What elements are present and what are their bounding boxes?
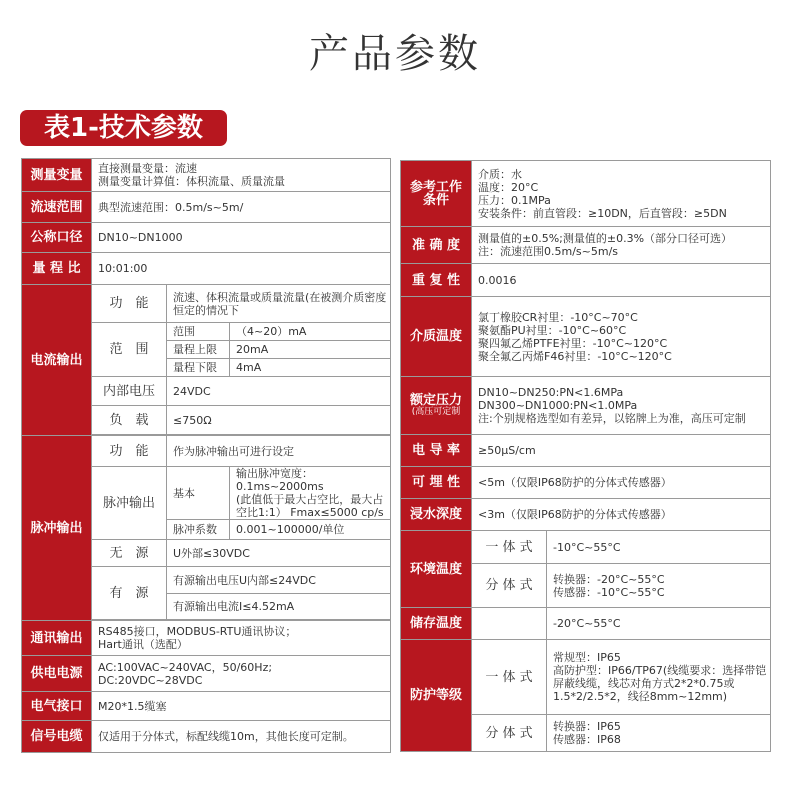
cell-value: 测量值的±0.5%;测量值的±0.3%（部分口径可选） 注：流速范围0.5m/s~5m/s: [472, 227, 771, 264]
row-label: 储存温度: [401, 608, 472, 640]
cell-value: RS485接口，MODBUS-RTU通讯协议； Hart通讯（选配）: [92, 621, 391, 656]
sub-label: 功 能: [92, 436, 167, 467]
table-row: [401, 297, 771, 377]
row-label: 额定压力 (高压可定制: [401, 377, 472, 435]
sub-label: 范 围: [92, 323, 167, 377]
table-row: [22, 436, 391, 467]
sub-label: 一 体 式: [472, 640, 547, 715]
cell-value: 转换器：IP65 传感器：IP68: [547, 715, 771, 752]
row-label: 电流输出: [22, 285, 92, 436]
table-row: [401, 608, 771, 640]
cell-value: 有源输出电压U内部≤24VDC: [167, 567, 391, 594]
table-row: [22, 223, 391, 253]
table-title-badge: 表1-技术参数: [20, 110, 227, 146]
row-label: 信号电缆: [22, 721, 92, 753]
cell-value: 输出脉冲宽度：0.1ms~2000ms (此值低于最大占空比，最大占空比1:1） Fmax≤5000 cp/s: [230, 467, 391, 520]
row-label: 介质温度: [401, 297, 472, 377]
cell-spacer: [472, 608, 547, 640]
cell-value: -20°C~55°C: [547, 608, 771, 640]
cell-value: AC:100VAC~240VAC，50/60Hz; DC:20VDC~28VDC: [92, 656, 391, 692]
sub-label: 无 源: [92, 540, 167, 567]
row-label: 公称口径: [22, 223, 92, 253]
table-row: [401, 467, 771, 499]
table-row: [401, 640, 771, 715]
right-spec-table: [400, 160, 771, 752]
cell-value: 氯丁橡胶CR衬里：-10°C~70°C 聚氨酯PU衬里：-10°C~60°C 聚四氟乙烯PTFE衬里：-10°C~120°C 聚全氟乙丙烯F46衬里：-10°C~120°C: [472, 297, 771, 377]
cell-value: DN10~DN250:PN<1.6MPa DN300~DN1000:PN<1.0MPa 注:个别规格选型如有差异，以铭牌上为准，高压可定制: [472, 377, 771, 435]
table-row: [22, 192, 391, 223]
cell-value: 作为脉冲输出可进行设定: [167, 436, 391, 467]
cell-key: 基本: [167, 467, 230, 520]
row-label: 量 程 比: [22, 253, 92, 285]
table-row: [401, 531, 771, 564]
row-label: 参考工作 条件: [401, 161, 472, 227]
cell-value: M20*1.5缆塞: [92, 692, 391, 721]
row-label: 测量变量: [22, 159, 92, 192]
row-label: 重 复 性: [401, 264, 472, 297]
cell-value: ≥50μS/cm: [472, 435, 771, 467]
cell-value: 直接测量变量：流速 测量变量计算值：体积流量、质量流量: [92, 159, 391, 192]
cell-value: 0.001~100000/单位: [230, 520, 391, 540]
table-row: [401, 264, 771, 297]
cell-value: 4mA: [230, 359, 391, 377]
cell-value: 10:01:00: [92, 253, 391, 285]
row-label: 流速范围: [22, 192, 92, 223]
cell-value: 仅适用于分体式，标配线缆10m，其他长度可定制。: [92, 721, 391, 753]
cell-key: 脉冲系数: [167, 520, 230, 540]
row-label: 通讯输出: [22, 621, 92, 656]
cell-value: 流速、体积流量或质量流量(在被测介质密度恒定的情况下: [167, 285, 391, 323]
table-row: [401, 227, 771, 264]
row-label: 脉冲输出: [22, 436, 92, 621]
cell-key: 范围: [167, 323, 230, 341]
table-row: [22, 656, 391, 692]
sub-label: 一 体 式: [472, 531, 547, 564]
cell-value: 典型流速范围：0.5m/s~5m/: [92, 192, 391, 223]
left-spec-table: [21, 158, 391, 753]
cell-key: 量程上限: [167, 341, 230, 359]
row-label: 环境温度: [401, 531, 472, 608]
cell-value: 介质：水 温度：20°C 压力：0.1MPa 安装条件：前直管段：≥10DN，后直管段：≥5DN: [472, 161, 771, 227]
row-label: 浸水深度: [401, 499, 472, 531]
cell-value: 转换器：-20°C~55°C 传感器：-10°C~55°C: [547, 564, 771, 608]
cell-value: ≤750Ω: [167, 406, 391, 435]
cell-key: 量程下限: [167, 359, 230, 377]
cell-value: -10°C~55°C: [547, 531, 771, 564]
row-label: 供电电源: [22, 656, 92, 692]
page-title: 产品参数: [309, 31, 481, 77]
cell-value: U外部≤30VDC: [167, 540, 391, 567]
table-row: [401, 161, 771, 227]
sub-label: 脉冲输出: [92, 467, 167, 540]
sub-label: 分 体 式: [472, 715, 547, 752]
row-label: 可 埋 性: [401, 467, 472, 499]
row-label: 准 确 度: [401, 227, 472, 264]
sub-label: 内部电压: [92, 377, 167, 406]
sub-label: 功 能: [92, 285, 167, 323]
row-label: 防护等级: [401, 640, 472, 752]
table-row: [22, 285, 391, 323]
cell-value: 有源输出电流I≤4.52mA: [167, 594, 391, 620]
cell-value: 20mA: [230, 341, 391, 359]
table-row: [401, 499, 771, 531]
cell-value: 常规型：IP65 高防护型：IP66/TP67(线缆要求：选择带铠屏蔽线缆，线芯对角方式2*2*0.75或1.5*2/2.5*2，线径8mm~12mm): [547, 640, 771, 715]
sub-label: 负 载: [92, 406, 167, 435]
sub-label: 有 源: [92, 567, 167, 620]
cell-value: （4~20）mA: [230, 323, 391, 341]
table-row: [22, 159, 391, 192]
table-row: [22, 621, 391, 656]
cell-value: 24VDC: [167, 377, 391, 406]
row-label: 电 导 率: [401, 435, 472, 467]
sub-label: 分 体 式: [472, 564, 547, 608]
table-row: [22, 692, 391, 721]
row-label: 电气接口: [22, 692, 92, 721]
cell-value: DN10~DN1000: [92, 223, 391, 253]
table-row: [401, 435, 771, 467]
table-row: [22, 721, 391, 753]
cell-value: 0.0016: [472, 264, 771, 297]
cell-value: <5m（仅限IP68防护的分体式传感器）: [472, 467, 771, 499]
table-row: [22, 253, 391, 285]
cell-value: <3m（仅限IP68防护的分体式传感器）: [472, 499, 771, 531]
table-row: [401, 377, 771, 435]
